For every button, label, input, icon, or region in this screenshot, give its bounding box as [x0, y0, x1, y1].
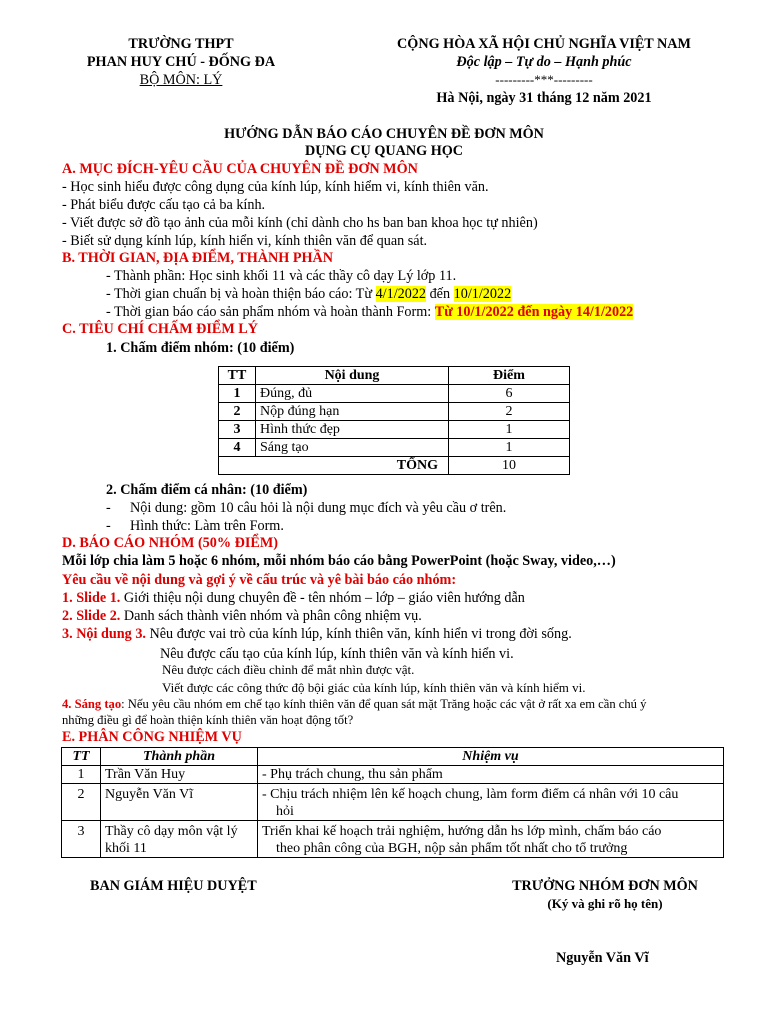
- creative-line1: [62, 697, 646, 712]
- task-duty-line: hỏi: [276, 804, 294, 819]
- task-duty-line: - Chịu trách nhiệm lên kế hoạch chung, làm form điểm cá nhân với 10 câu: [262, 787, 679, 802]
- dash-bullet: -: [106, 500, 111, 516]
- task-row-tt: 3: [62, 821, 101, 858]
- school-line1: TRƯỜNG THPT: [128, 36, 234, 52]
- slide1-label: 1. Slide 1.: [62, 590, 121, 606]
- individual-item: Hình thức: Làm trên Form.: [130, 518, 284, 534]
- score-row-score: 6: [449, 385, 570, 403]
- group-leader-title: TRƯỞNG NHÓM ĐƠN MÔN: [512, 878, 698, 894]
- score-header-score: Điểm: [449, 367, 570, 385]
- dash-bullet: -: [106, 518, 111, 534]
- department: BỘ MÔN: LÝ: [139, 72, 223, 88]
- prep-time-line: [106, 286, 511, 303]
- score-row-content: Sáng tạo: [256, 439, 449, 457]
- report-time-line: [106, 304, 633, 321]
- score-row-content: Hình thức đẹp: [256, 421, 449, 439]
- school-line2: PHAN HUY CHÚ - ĐỐNG ĐA: [86, 54, 276, 70]
- section-d-requirement: Yêu cầu về nội dung và gợi ý về cấu trúc và yê bài báo cáo nhóm:: [62, 572, 457, 588]
- list-item: [106, 500, 506, 517]
- prep-start-date: 4/1/2022: [375, 286, 427, 302]
- task-assignment-table: [61, 747, 724, 858]
- score-row-tt: 4: [219, 439, 256, 457]
- report-date-range: Từ 10/1/2022 đến ngày 14/1/2022: [434, 304, 634, 320]
- task-row-member: Thầy cô dạy môn vật lý khối 11: [101, 821, 258, 858]
- department-line: [40, 72, 322, 89]
- content3-sub-item: Viết được các công thức độ bội giác của kính lúp, kính thiên văn và kính hiểm vi.: [162, 680, 586, 695]
- table-row: [62, 784, 724, 821]
- score-header-content: Nội dung: [256, 367, 449, 385]
- task-header-member: Thành phần: [101, 748, 258, 766]
- score-row-content: Nộp đúng hạn: [256, 403, 449, 421]
- score-table-header: [219, 367, 570, 385]
- section-d-heading: D. BÁO CÁO NHÓM (50% ĐIỂM): [62, 535, 278, 551]
- content3-sub-item: Nêu được cấu tạo của kính lúp, kính thiên văn và kính hiển vi.: [160, 646, 514, 662]
- slide2-text: Danh sách thành viên nhóm và phân công nhiệm vụ.: [120, 608, 422, 624]
- document-title-line1: HƯỚNG DẪN BÁO CÁO CHUYÊN ĐỀ ĐƠN MÔN: [224, 126, 544, 142]
- section-a-item: - Phát biểu được cấu tạo cả ba kính.: [62, 197, 266, 213]
- individual-item: Nội dung: gồm 10 câu hỏi là nội dung mục đích và yêu cầu ơ trên.: [130, 500, 507, 516]
- score-total-row: [219, 457, 570, 475]
- signer-name: Nguyễn Văn Vĩ: [556, 950, 649, 966]
- task-row-duty: [258, 784, 724, 821]
- content3-sub-item: Nêu được cách điều chỉnh để mắt nhìn được vật.: [162, 662, 415, 677]
- members-line: - Thành phần: Học sinh khối 11 và các thầy cô dạy Lý lớp 11.: [106, 268, 457, 284]
- content3-text: Nêu được vai trò của kính lúp, kính thiên văn, kính hiển vi trong đời sống.: [145, 626, 572, 642]
- motto-separator: ---------***---------: [495, 72, 593, 87]
- list-item: [106, 518, 284, 535]
- document-title-line2: DỤNG CỤ QUANG HỌC: [304, 143, 464, 159]
- table-row: [62, 766, 724, 784]
- task-row-tt: 2: [62, 784, 101, 821]
- group-score-table: [218, 366, 570, 475]
- creative-text: : Nếu yêu cầu nhóm em chế tạo kính thiên văn để quan sát mặt Trăng hoặc các vật ở rất xa em cần chú ý: [121, 697, 647, 711]
- score-total-label: TỔNG: [219, 457, 449, 475]
- score-row-tt: 1: [219, 385, 256, 403]
- signature-note: (Ký và ghi rõ họ tên): [547, 896, 663, 911]
- score-row-score: 2: [449, 403, 570, 421]
- slide1-text: Giới thiệu nội dung chuyên đề - tên nhóm – lớp – giáo viên hướng dẫn: [120, 590, 525, 606]
- task-header-duty: Nhiệm vụ: [258, 748, 724, 766]
- table-row: [219, 385, 570, 403]
- prep-time-prefix: - Thời gian chuẩn bị và hoàn thiện báo cáo: Từ: [106, 286, 376, 302]
- report-time-prefix: - Thời gian báo cáo sản phẩm nhóm và hoàn thành Form:: [106, 304, 435, 320]
- task-table-header: [62, 748, 724, 766]
- section-b-heading: B. THỜI GIAN, ĐỊA ĐIỂM, THÀNH PHẦN: [62, 250, 334, 266]
- task-row-duty: [258, 766, 724, 784]
- creative-line2: những điều gì để hoàn thiện kính thiên văn hoạt động tốt?: [62, 713, 354, 727]
- section-d-intro: Mỗi lớp chia làm 5 hoặc 6 nhóm, mỗi nhóm báo cáo bằng PowerPoint (hoặc Sway, video,…): [62, 553, 616, 569]
- score-row-score: 1: [449, 421, 570, 439]
- slide1-line: [62, 590, 525, 607]
- table-row: [62, 821, 724, 858]
- table-row: [219, 421, 570, 439]
- score-row-score: 1: [449, 439, 570, 457]
- task-row-tt: 1: [62, 766, 101, 784]
- score-header-tt: TT: [219, 367, 256, 385]
- task-row-member: Trần Văn Huy: [101, 766, 258, 784]
- prep-end-date: 10/1/2022: [453, 286, 512, 302]
- section-a-heading: A. MỤC ĐÍCH-YÊU CẦU CỦA CHUYÊN ĐỀ ĐƠN MÔN: [62, 161, 418, 177]
- group-score-title: 1. Chấm điểm nhóm: (10 điểm): [106, 340, 295, 356]
- task-duty-line: Triển khai kế hoạch trải nghiệm, hướng dẫn hs lớp mình, chấm báo cáo: [262, 824, 662, 839]
- national-motto: Độc lập – Tự do – Hạnh phúc: [456, 54, 632, 70]
- task-duty-line: - Phụ trách chung, thu sản phẩm: [262, 767, 443, 782]
- section-e-heading: E. PHÂN CÔNG NHIỆM VỤ: [62, 729, 242, 745]
- score-row-content: Đúng, đủ: [256, 385, 449, 403]
- content3-line: [62, 626, 572, 643]
- nation-title: CỘNG HÒA XÃ HỘI CHỦ NGHĨA VIỆT NAM: [397, 36, 691, 52]
- section-c-heading: C. TIÊU CHÍ CHẤM ĐIỂM LÝ: [62, 321, 259, 337]
- table-row: [219, 439, 570, 457]
- task-row-duty: [258, 821, 724, 858]
- principal-approval: BAN GIÁM HIỆU DUYỆT: [90, 878, 257, 894]
- section-a-item: - Học sinh hiểu được công dụng của kính lúp, kính hiểm vi, kính thiên văn.: [62, 179, 489, 195]
- score-row-tt: 3: [219, 421, 256, 439]
- section-a-item: - Biết sử dụng kính lúp, kính hiển vi, kính thiên văn để quan sát.: [62, 233, 428, 249]
- table-row: [219, 403, 570, 421]
- document-date: Hà Nội, ngày 31 tháng 12 năm 2021: [436, 90, 652, 106]
- task-row-member: Nguyễn Văn Vĩ: [101, 784, 258, 821]
- score-row-tt: 2: [219, 403, 256, 421]
- section-a-item: - Viết được sở đồ tạo ảnh của mỗi kính (chỉ dành cho hs ban ban khoa học tự nhiên): [62, 215, 538, 231]
- score-total-value: 10: [449, 457, 570, 475]
- creative-label: 4. Sáng tạo: [62, 697, 122, 711]
- individual-score-title: 2. Chấm điểm cá nhân: (10 điểm): [106, 482, 308, 498]
- slide2-line: [62, 608, 422, 625]
- task-header-tt: TT: [62, 748, 101, 766]
- content3-label: 3. Nội dung 3.: [62, 626, 146, 642]
- task-duty-line: theo phân công của BGH, nộp sản phẩm tốt nhất cho tổ trưởng: [276, 841, 628, 856]
- prep-time-mid: đến: [426, 286, 454, 302]
- slide2-label: 2. Slide 2.: [62, 608, 121, 624]
